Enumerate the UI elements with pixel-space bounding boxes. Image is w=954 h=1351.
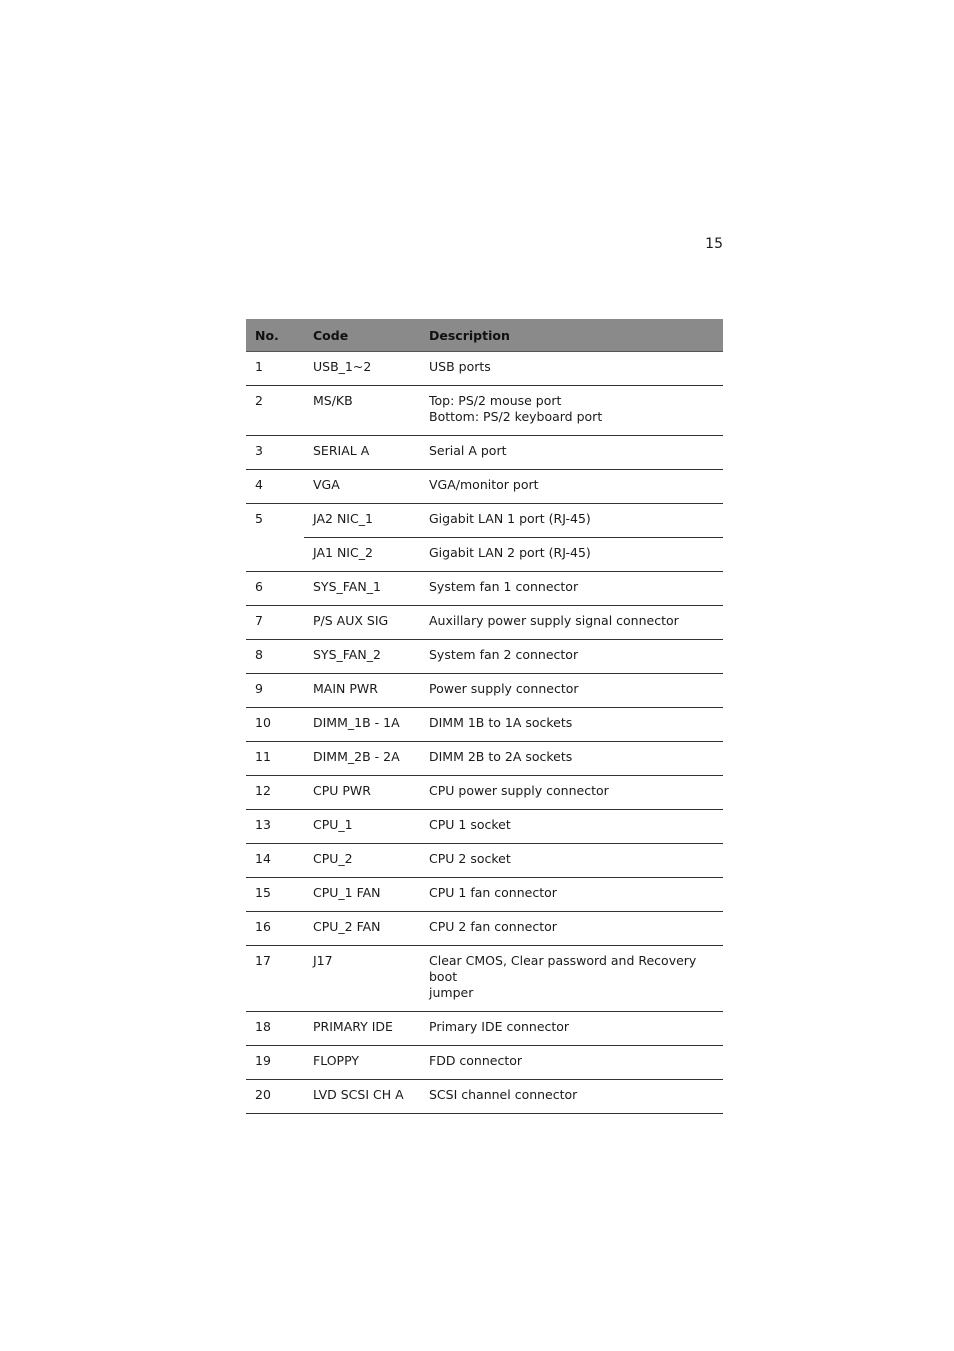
description-line: FDD connector xyxy=(429,1053,523,1068)
row-no: 2 xyxy=(246,386,304,436)
row-code: CPU_1 FAN xyxy=(304,878,420,912)
row-description xyxy=(420,1012,723,1046)
table-row xyxy=(246,946,723,1012)
page-number: 15 xyxy=(705,236,723,252)
row-description xyxy=(420,1080,723,1114)
row-description xyxy=(420,878,723,912)
row-code: MAIN PWR xyxy=(304,674,420,708)
row-description xyxy=(420,946,723,1012)
description-line: Gigabit LAN 2 port (RJ-45) xyxy=(429,545,591,560)
row-no: 11 xyxy=(246,742,304,776)
row-no: 9 xyxy=(246,674,304,708)
description-line: Serial A port xyxy=(429,443,507,458)
description-line: System fan 1 connector xyxy=(429,579,579,594)
row-description xyxy=(420,470,723,504)
row-no: 5 xyxy=(255,511,263,526)
table-header-row xyxy=(246,319,723,352)
row-description xyxy=(420,572,723,606)
description-line: CPU 2 socket xyxy=(429,851,511,866)
row-no: 20 xyxy=(246,1080,304,1114)
row-no: 3 xyxy=(246,436,304,470)
row-code: SERIAL A xyxy=(304,436,420,470)
row-no xyxy=(246,538,304,572)
description-line: Clear CMOS, Clear password and Recovery boot xyxy=(429,953,697,984)
table-row xyxy=(246,386,723,436)
row-code: USB_1~2 xyxy=(304,352,420,386)
row-code: JA1 NIC_2 xyxy=(304,538,420,572)
table-row xyxy=(246,1012,723,1046)
header-code: Code xyxy=(304,319,420,352)
row-no: 19 xyxy=(246,1046,304,1080)
description-line: VGA/monitor port xyxy=(429,477,539,492)
row-description xyxy=(420,436,723,470)
row-no: 1 xyxy=(246,352,304,386)
description-line: DIMM 2B to 2A sockets xyxy=(429,749,573,764)
table-row xyxy=(246,810,723,844)
description-line: Power supply connector xyxy=(429,681,579,696)
table-body xyxy=(246,352,723,1114)
row-code: SYS_FAN_1 xyxy=(304,572,420,606)
row-code: P/S AUX SIG xyxy=(304,606,420,640)
row-no: 7 xyxy=(246,606,304,640)
row-no: 8 xyxy=(246,640,304,674)
table-row xyxy=(246,352,723,386)
description-line: Auxillary power supply signal connector xyxy=(429,613,679,628)
description-line: Primary IDE connector xyxy=(429,1019,570,1034)
row-no: 17 xyxy=(246,946,304,1012)
row-code: CPU_2 FAN xyxy=(304,912,420,946)
row-code: DIMM_1B - 1A xyxy=(304,708,420,742)
row-code: JA2 NIC_1 xyxy=(304,504,420,538)
description-line: System fan 2 connector xyxy=(429,647,579,662)
row-description xyxy=(420,708,723,742)
row-description xyxy=(420,386,723,436)
description-line: SCSI channel connector xyxy=(429,1087,578,1102)
row-code: J17 xyxy=(304,946,420,1012)
table-row xyxy=(246,742,723,776)
table-row xyxy=(246,844,723,878)
row-description xyxy=(420,538,723,572)
connector-table xyxy=(246,319,723,1114)
description-line: Bottom: PS/2 keyboard port xyxy=(429,409,603,424)
description-line: Gigabit LAN 1 port (RJ-45) xyxy=(429,511,591,526)
table-row xyxy=(246,674,723,708)
row-code: CPU_1 xyxy=(304,810,420,844)
row-no: 16 xyxy=(246,912,304,946)
table-row xyxy=(246,1046,723,1080)
row-description xyxy=(420,352,723,386)
table-row xyxy=(246,776,723,810)
row-description xyxy=(420,844,723,878)
description-line: CPU 1 socket xyxy=(429,817,511,832)
row-code: CPU_2 xyxy=(304,844,420,878)
description-line: CPU 2 fan connector xyxy=(429,919,557,934)
table-row xyxy=(246,504,723,538)
row-no: 10 xyxy=(246,708,304,742)
row-description xyxy=(420,674,723,708)
row-no: 15 xyxy=(246,878,304,912)
table-row xyxy=(246,470,723,504)
header-no: No. xyxy=(246,319,304,352)
description-line: Top: PS/2 mouse port xyxy=(429,393,562,408)
row-code: PRIMARY IDE xyxy=(304,1012,420,1046)
table-row xyxy=(246,912,723,946)
description-line: USB ports xyxy=(429,359,491,374)
row-code: SYS_FAN_2 xyxy=(304,640,420,674)
header-description: Description xyxy=(420,319,723,352)
table-row xyxy=(246,606,723,640)
row-code: MS/KB xyxy=(304,386,420,436)
description-line: DIMM 1B to 1A sockets xyxy=(429,715,573,730)
row-no: 6 xyxy=(246,572,304,606)
row-no: 13 xyxy=(246,810,304,844)
row-no: 4 xyxy=(246,470,304,504)
description-line: CPU 1 fan connector xyxy=(429,885,557,900)
row-description xyxy=(420,742,723,776)
row-description xyxy=(420,810,723,844)
row-description xyxy=(420,606,723,640)
row-code: DIMM_2B - 2A xyxy=(304,742,420,776)
row-description xyxy=(420,504,723,538)
description-line: CPU power supply connector xyxy=(429,783,609,798)
row-code: LVD SCSI CH A xyxy=(304,1080,420,1114)
description-line: jumper xyxy=(429,985,474,1000)
row-code: FLOPPY xyxy=(304,1046,420,1080)
table-row xyxy=(246,708,723,742)
row-description xyxy=(420,1046,723,1080)
table-row xyxy=(246,538,723,572)
table-row xyxy=(246,878,723,912)
row-no: 14 xyxy=(246,844,304,878)
table-row xyxy=(246,572,723,606)
row-code: CPU PWR xyxy=(304,776,420,810)
table-row xyxy=(246,1080,723,1114)
row-code: VGA xyxy=(304,470,420,504)
row-description xyxy=(420,776,723,810)
row-description xyxy=(420,640,723,674)
row-no: 18 xyxy=(246,1012,304,1046)
row-description xyxy=(420,912,723,946)
table-row xyxy=(246,640,723,674)
table-row xyxy=(246,436,723,470)
row-no: 12 xyxy=(246,776,304,810)
